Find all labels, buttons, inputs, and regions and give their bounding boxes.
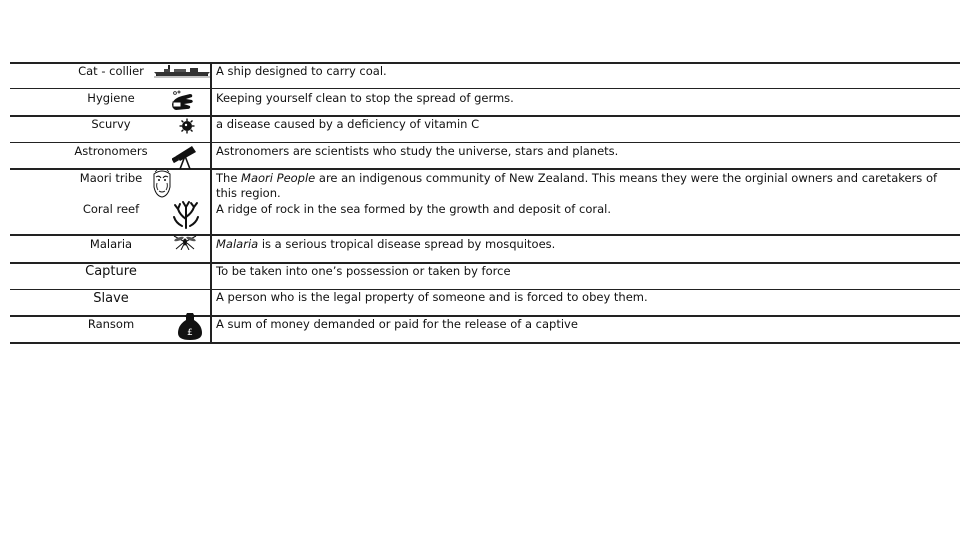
term-cell: Astronomers bbox=[74, 144, 148, 158]
soap-hand-icon bbox=[170, 90, 196, 112]
definition-cell bbox=[216, 237, 956, 252]
definition-text: are an indigenous community of New Zealand. This means they were the orginial owners and caretakers of this region. bbox=[216, 171, 938, 200]
table-border-bottom bbox=[10, 342, 960, 344]
definition-cell: To be taken into one’s possession or taken by force bbox=[216, 264, 511, 278]
column-divider bbox=[210, 62, 212, 343]
term-cell: Maori tribe bbox=[79, 171, 143, 185]
definition-emphasis: Maori People bbox=[241, 171, 316, 185]
row-divider bbox=[10, 142, 960, 143]
definition-cell: A person who is the legal property of someone and is forced to obey them. bbox=[216, 290, 648, 304]
term-cell: Scurvy bbox=[91, 117, 131, 131]
term-cell: Coral reef bbox=[82, 202, 140, 216]
term-cell: Cat - collier bbox=[78, 64, 144, 78]
row-divider bbox=[10, 88, 960, 89]
row-divider bbox=[10, 234, 960, 236]
definition-cell: A ridge of rock in the sea formed by the growth and deposit of coral. bbox=[216, 202, 611, 216]
maori-face-icon bbox=[151, 169, 173, 199]
definition-cell: A sum of money demanded or paid for the release of a captive bbox=[216, 317, 578, 331]
term-cell: Malaria bbox=[89, 237, 133, 251]
mosquito-icon bbox=[172, 234, 198, 250]
definition-cell: a disease caused by a deficiency of vitamin C bbox=[216, 117, 480, 131]
definition-cell bbox=[216, 171, 956, 201]
cargo-ship-icon bbox=[154, 64, 210, 78]
definition-emphasis: Malaria bbox=[216, 237, 259, 251]
virus-icon bbox=[179, 118, 195, 134]
definition-text: The bbox=[216, 171, 242, 185]
definition-cell: Astronomers are scientists who study the universe, stars and planets. bbox=[216, 144, 619, 158]
definition-cell: A ship designed to carry coal. bbox=[216, 64, 387, 78]
term-cell: Slave bbox=[93, 291, 129, 306]
money-bag-icon bbox=[176, 311, 204, 341]
term-cell: Capture bbox=[85, 264, 137, 279]
term-cell: Ransom bbox=[87, 317, 135, 331]
term-cell: Hygiene bbox=[87, 91, 135, 105]
definition-text: is a serious tropical disease spread by mosquitoes. bbox=[258, 237, 556, 251]
money-bag-symbol: £ bbox=[187, 328, 193, 338]
definition-cell: Keeping yourself clean to stop the spread of germs. bbox=[216, 91, 514, 105]
coral-icon bbox=[172, 199, 200, 229]
telescope-icon bbox=[172, 144, 198, 170]
